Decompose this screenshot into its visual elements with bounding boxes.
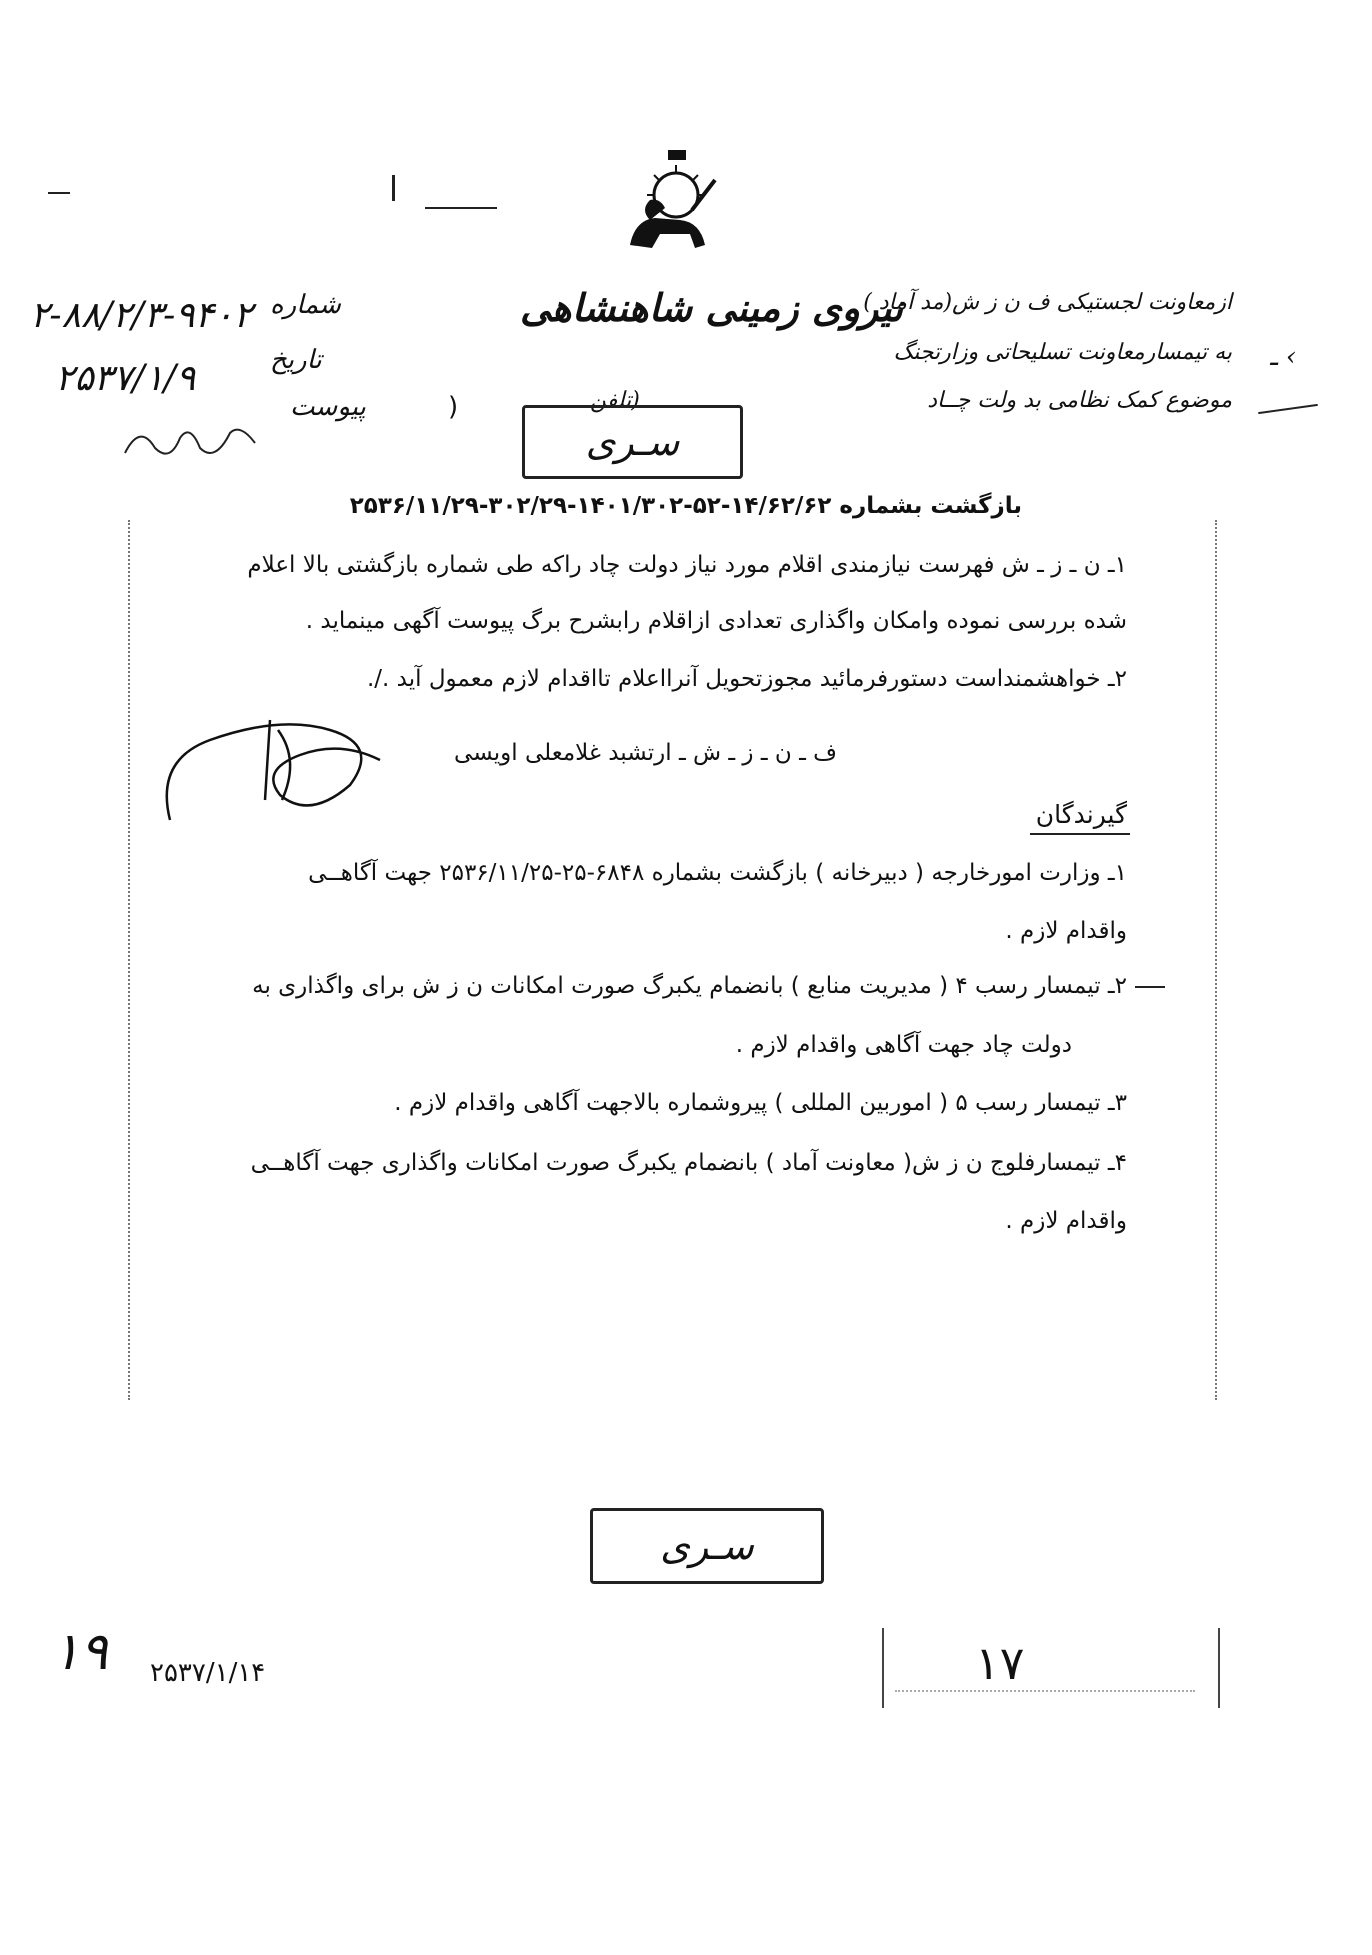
attachment-label: پیوست [290,392,366,422]
subject-line: موضوع کمک نظامی بد ولت چــاد [927,388,1232,413]
footer-page-box-left [882,1628,884,1708]
to-line: به تیمسارمعاونت تسلیحاتی وزارتجنگ [893,340,1232,365]
right-margin-dash [1258,404,1318,414]
handwritten-scribble [120,418,260,468]
right-margin-mark: ـ ‹ [1270,342,1297,372]
body-para1-line2: شده بررسی نموده وامکان واگذاری تعدادی ازاقلام رابشرح برگ پیوست آگهی مینماید . [305,608,1127,634]
from-line: ازمعاونت لجستیکی ف ن ز ش(مد آماد ) [863,290,1232,315]
body-para2-line1: ۲ـ خواهشمنداست دستورفرمائید مجوزتحویل آنرااعلام تااقدام لازم معمول آید ./. [366,666,1127,692]
stamp-note: (تلفن [590,388,640,413]
recipient-2-line2: دولت چاد جهت آگاهی واقدام لازم . [735,1032,1072,1058]
footer-dots [895,1690,1195,1692]
recipient-1-line2: واقدام لازم . [1005,918,1127,944]
classification-stamp-top [522,405,743,479]
recipient-2-mark [1135,986,1165,988]
recipient-3-line1: ۳ـ تیمسار رسب ۵ ( اموربین المللی ) پیروشماره بالاجهت آگاهی واقدام لازم . [394,1090,1127,1116]
lion-and-sun-emblem-icon [610,150,730,270]
number-value: ۲-۸۸/۲/۳-۹۴۰۲ [30,295,253,336]
recipient-1-line1: ۱ـ وزارت امورخارجه ( دبیرخانه ) بازگشت بشماره ۶۸۴۸-۲۵-۲۵۳۶/۱۱/۲۵ جهت آگاهــی [308,860,1127,886]
top-center-dash [425,207,497,209]
footer-handwritten-number: ۱۹ [52,1622,108,1682]
top-left-dash [48,192,70,194]
organization-title: نیروی زمینی شاهنشاهی [520,285,903,330]
footer-page-box-right [1218,1628,1220,1708]
number-label: شماره [270,290,341,320]
left-margin-line [128,520,130,1400]
footer-page-number: ۱۷ [975,1636,1025,1690]
recipients-title: گیرندگان [1035,800,1127,829]
signature-scribble [150,700,450,840]
recipient-2-line1: ۲ـ تیمسار رسب ۴ ( مدیریت منابع ) بانضمام یکبرگ صورت امکانات ن ز ش برای واگذاری به [252,973,1127,999]
date-label: تاریخ [270,345,322,375]
reference-line: بازگشت بشماره ۱۴/۶۲/۶۲-۵۲-۱۴۰۱/۳۰۲-۳۰۲/۲۹-۲۵۳۶/۱۱/۲۹ [349,493,1022,519]
body-para1-line1: ۱ـ ن ـ ز ـ ش فهرست نیازمندی اقلام مورد نیاز دولت چاد راکه طی شماره بازگشتی بالا اعلام [247,552,1127,578]
recipient-4-line2: واقدام لازم . [1005,1208,1127,1234]
signature-line: ف ـ ن ـ ز ـ ش ـ ارتشبد غلامعلی اویسی [454,740,837,766]
header-paren: ) [448,392,459,422]
recipient-4-line1: ۴ـ تیمسارفلوج ن ز ش( معاونت آماد ) بانضمام یکبرگ صورت امکانات واگذاری جهت آگاهــی [250,1150,1127,1176]
recipients-underline [1030,833,1130,835]
stamp-text-top: سـری [585,420,680,464]
classification-stamp-bottom [590,1508,824,1584]
date-value: ۲۵۳۷/۱/۹ [55,358,196,399]
right-margin-line [1215,520,1217,1400]
footer-date-stamp: ۲۵۳۷/۱/۱۴ [150,1658,266,1688]
top-mark [392,175,395,201]
stamp-text-bottom: سـری [660,1524,754,1568]
